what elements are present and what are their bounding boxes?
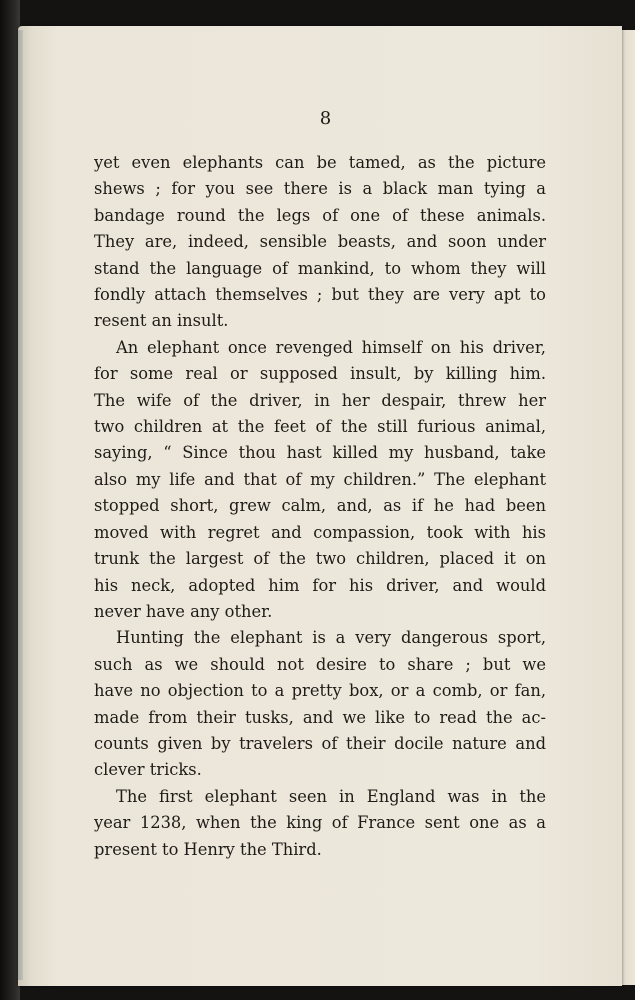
- text-line: The wife of the driver, in her despair, threw her: [94, 390, 546, 410]
- text-line: saying, “ Since thou hast killed my husband, take: [94, 443, 546, 463]
- text-line: [94, 784, 546, 810]
- text-line: They are, indeed, sensible beasts, and soon under: [94, 232, 546, 252]
- text-line: present to Henry the Third.: [94, 839, 322, 859]
- text-line: shews ; for you see there is a black man tying a: [94, 179, 546, 199]
- paragraph: [94, 335, 546, 625]
- text-line: also my life and that of my children.” The elephant: [94, 469, 546, 489]
- text-line: yet even elephants can be tamed, as the picture: [94, 153, 546, 172]
- paragraph: [94, 784, 546, 863]
- text-line: trunk the largest of the two children, placed it on: [94, 549, 546, 569]
- text-line: bandage round the legs of one of these animals.: [94, 205, 546, 225]
- text-line: made from their tusks, and we like to read the ac-: [94, 707, 546, 727]
- text-line: year 1238, when the king of France sent one as a: [94, 813, 546, 833]
- text-line: his neck, adopted him for his driver, and would: [94, 575, 546, 595]
- paragraph: [94, 625, 546, 783]
- text-line: counts given by travelers of their docile nature and: [94, 733, 546, 753]
- text-line: for some real or supposed insult, by killing him.: [94, 364, 546, 384]
- text-line: [94, 625, 546, 651]
- text-line: resent an insult.: [94, 311, 229, 331]
- text-line-content: The first elephant seen in England was in the: [116, 786, 546, 806]
- text-line: fondly attach themselves ; but they are very apt to: [94, 285, 546, 305]
- paragraph: [94, 150, 546, 335]
- text-line: such as we should not desire to share ; but we: [94, 654, 546, 674]
- text-line-content: An elephant once revenged himself on his driver,: [116, 337, 546, 357]
- page-number: 8: [319, 108, 332, 129]
- text-line: moved with regret and compassion, took with his: [94, 522, 546, 542]
- body-text: [94, 150, 546, 863]
- page-binding-edge: [18, 30, 23, 980]
- text-line: [94, 335, 546, 361]
- text-line: stand the language of mankind, to whom they will: [94, 258, 546, 278]
- text-line: never have any other.: [94, 601, 273, 621]
- text-line: have no objection to a pretty box, or a comb, or fan,: [94, 681, 546, 701]
- book-spine-shadow: [0, 0, 20, 1000]
- text-line: stopped short, grew calm, and, as if he had been: [94, 496, 546, 516]
- text-line: clever tricks.: [94, 760, 202, 780]
- text-line-content: Hunting the elephant is a very dangerous sport,: [116, 628, 546, 648]
- text-line: two children at the feet of the still furious animal,: [94, 417, 546, 437]
